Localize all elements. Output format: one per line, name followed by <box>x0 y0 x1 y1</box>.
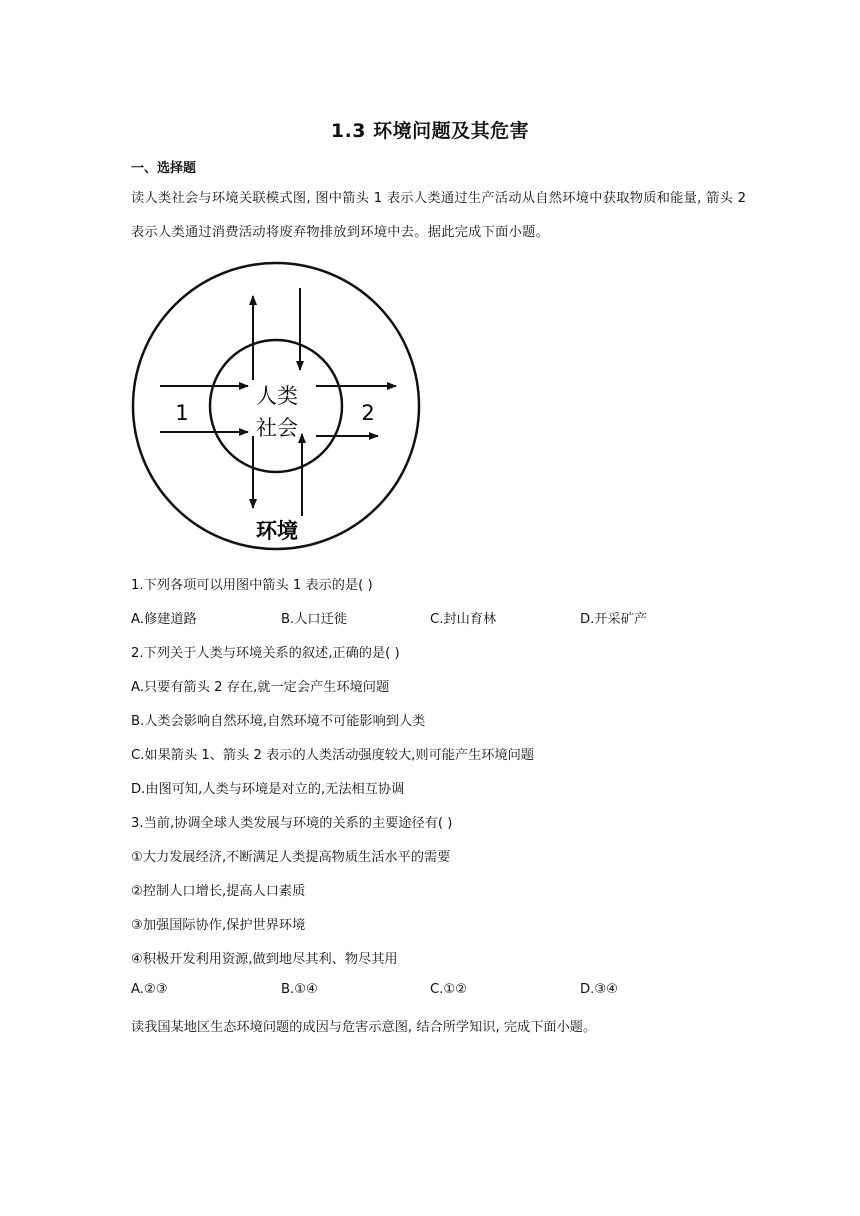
q3-option-d: D.③④ <box>580 982 618 997</box>
q2-option-c: C.如果箭头 1、箭头 2 表示的人类活动强度较大,则可能产生环境问题 <box>131 748 535 763</box>
q3-option-a: A.②③ <box>131 982 168 997</box>
q3-statement-1: ①大力发展经济,不断满足人类提高物质生活水平的需要 <box>131 850 451 865</box>
q2-option-d: D.由图可知,人类与环境是对立的,无法相互协调 <box>131 782 405 797</box>
society-label-line2: 社会 <box>256 416 298 440</box>
q3-stem: 3.当前,协调全球人类发展与环境的关系的主要途径有( ) <box>131 816 453 831</box>
society-environment-diagram <box>126 258 426 558</box>
q3-statement-2: ②控制人口增长,提高人口素质 <box>131 884 306 899</box>
society-label-line1: 人类 <box>256 384 298 408</box>
intro-paragraph: 读人类社会与环境关联模式图, 图中箭头 1 表示人类通过生产活动从自然环境中获取物质和能量, 箭头 2 表示人类通过消费活动将废弃物排放到环境中去。据此完成下面小题。 <box>131 191 747 240</box>
q3-statement-4: ④积极开发利用资源,做到地尽其利、物尽其用 <box>131 952 398 967</box>
q1-option-d: D.开采矿产 <box>580 612 648 627</box>
q3-statement-3: ③加强国际协作,保护世界环境 <box>131 918 306 933</box>
section-heading: 一、选择题 <box>131 161 197 176</box>
q2-stem: 2.下列关于人类与环境关系的叙述,正确的是( ) <box>131 646 400 661</box>
q1-stem: 1.下列各项可以用图中箭头 1 表示的是( ) <box>131 578 373 593</box>
q3-option-b: B.①④ <box>281 982 318 997</box>
q1-option-a: A.修建道路 <box>131 612 197 627</box>
q1-option-b: B.人口迁徙 <box>281 612 347 627</box>
page-title: 1.3 环境问题及其危害 <box>330 120 530 142</box>
environment-label: 环境 <box>256 519 298 543</box>
q2-option-a: A.只要有箭头 2 存在,就一定会产生环境问题 <box>131 680 390 695</box>
q2-option-b: B.人类会影响自然环境,自然环境不可能影响到人类 <box>131 714 426 729</box>
q3-option-c: C.①② <box>430 982 468 997</box>
arrow-2-label: 2 <box>361 401 375 425</box>
outro-paragraph: 读我国某地区生态环境问题的成因与危害示意图, 结合所学知识, 完成下面小题。 <box>131 1020 597 1035</box>
arrow-1-label: 1 <box>175 401 189 425</box>
q1-option-c: C.封山育林 <box>430 612 497 627</box>
